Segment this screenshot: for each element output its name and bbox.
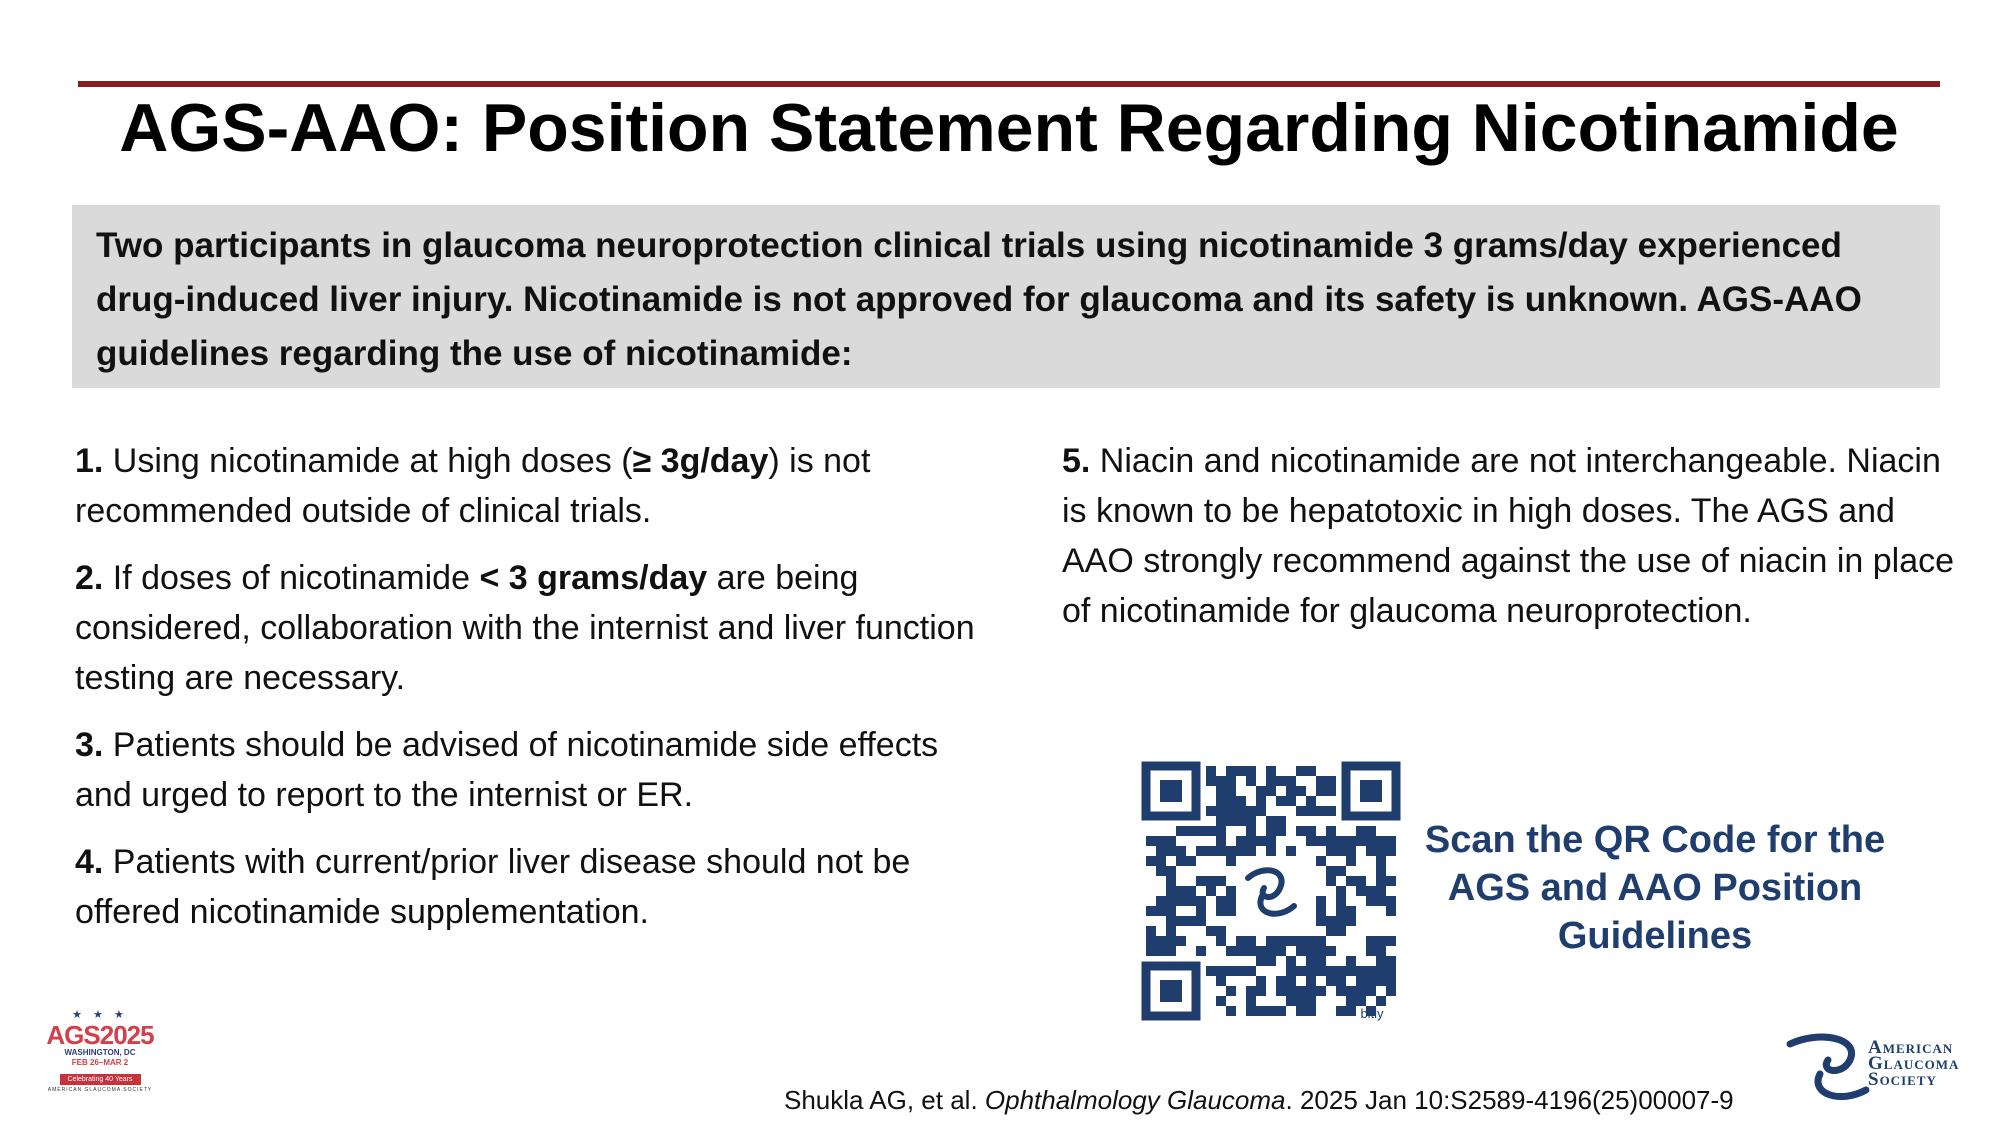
glaucoma-society-wordmark: American Glaucoma Society [1868, 1037, 1960, 1090]
guideline-item-5: 5. Niacin and nicotinamide are not interchangeable. Niacin is known to be hepatotoxic in high doses. The AGS and AAO strongly recommend against the use of niacin in place of nicotinamide for glaucoma neuroprotection. [1062, 442, 1955, 630]
guidelines-left-column [75, 436, 975, 954]
qr-brand-label: bitly [1360, 1006, 1384, 1021]
guideline-item-2: 2. If doses of nicotinamide < 3 grams/day are being considered, collaboration with the internist and liver function testing are necessary. [75, 559, 975, 697]
guideline-item-4: 4. Patients with current/prior liver disease should not be offered nicotinamide supplementation. [75, 843, 911, 931]
guidelines-right-column [1062, 436, 1962, 653]
ags2025-logo: ★ ★ ★ AGS2025 WASHINGTON, DC FEB 26–MAR 2 Celebrating 40 Years AMERICAN GLAUCOMA SOCIETY [36, 1008, 164, 1108]
guideline-item-3: 3. Patients should be advised of nicotinamide side effects and urged to report to the internist or ER. [75, 726, 939, 814]
stars-icon: ★ ★ ★ [72, 1009, 128, 1021]
qr-caption: Scan the QR Code for the AGS and AAO Position Guidelines [1424, 819, 1886, 957]
slide-title: AGS-AAO: Position Statement Regarding Nicotinamide [119, 90, 1899, 166]
intro-box: Two participants in glaucoma neuroprotection clinical trials using nicotinamide 3 grams/day experienced drug-induced liver injury. Nicotinamide is not approved for glaucoma and its safety is unknown. AGS-AAO guidelines regarding the use of nicotinamide: [72, 205, 1940, 388]
title-rule [78, 81, 1940, 87]
citation: Shukla AG, et al. Ophthalmology Glaucoma. 2025 Jan 10:S2589-4196(25)00007-9 [784, 1085, 1734, 1115]
qr-code-icon[interactable] [1140, 760, 1402, 1022]
guideline-item-1: 1. Using nicotinamide at high doses (≥ 3g/day) is not recommended outside of clinical trials. [75, 442, 871, 530]
